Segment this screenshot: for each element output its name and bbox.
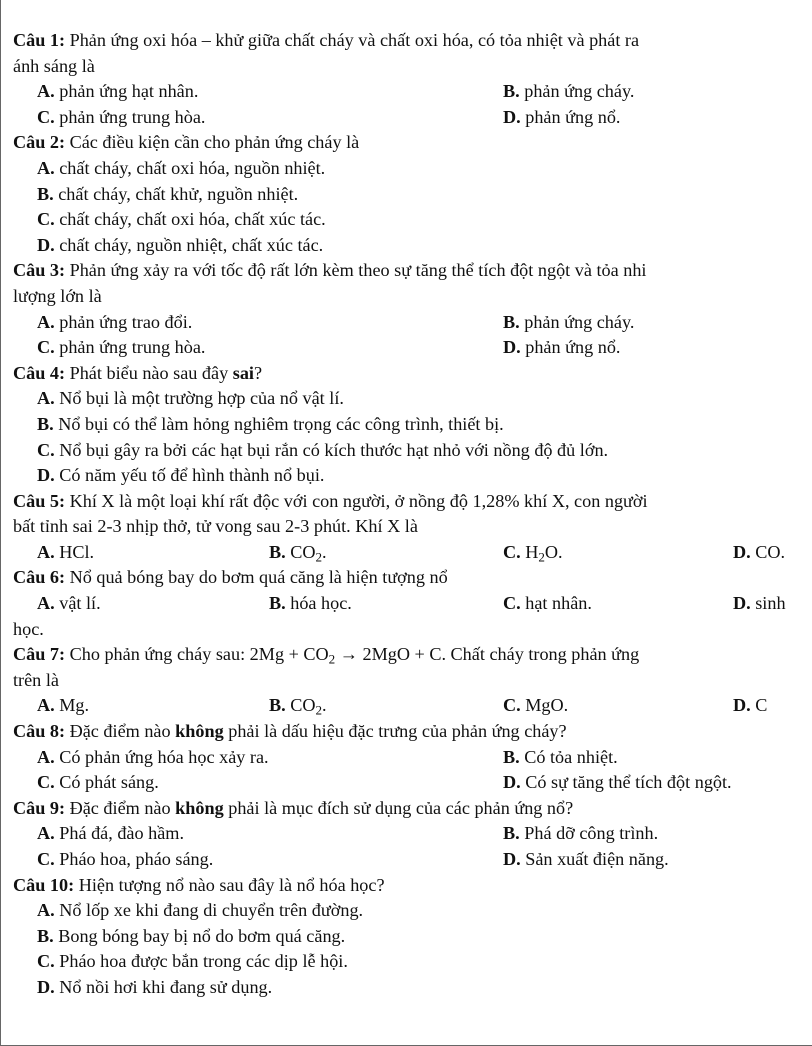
question-6-option-a: A. vật lí. — [37, 593, 101, 614]
question-3-option-c: C. phản ứng trung hòa. — [37, 337, 206, 358]
question-7-option-c: C. MgO. — [503, 695, 569, 716]
question-7-stem-cont: trên là — [13, 669, 59, 690]
question-10-option-c: C. Pháo hoa được bắn trong các dịp lễ hội. — [37, 951, 348, 972]
question-8-option-d: D. Có sự tăng thể tích đột ngột. — [503, 772, 732, 793]
question-2-option-c: C. chất cháy, chất oxi hóa, chất xúc tác. — [37, 209, 326, 230]
question-2-option-a: A. chất cháy, chất oxi hóa, nguồn nhiệt. — [37, 157, 326, 178]
question-9-stem: Câu 9: Đặc điểm nào không phải là mục đích sử dụng của các phản ứng nổ? — [13, 797, 574, 818]
question-8-stem: Câu 8: Đặc điểm nào không phải là dấu hiệu đặc trưng của phản ứng cháy? — [13, 721, 567, 742]
question-6-option-d: D. sinh — [733, 593, 786, 614]
question-9-option-b: B. Phá dỡ công trình. — [503, 823, 659, 844]
question-6-option-c: C. hạt nhân. — [503, 593, 592, 614]
question-4-option-b: B. Nổ bụi có thể làm hỏng nghiêm trọng các công trình, thiết bị. — [37, 413, 504, 434]
question-4-stem: Câu 4: Phát biểu nào sau đây sai? — [13, 362, 263, 383]
question-1-option-c: C. phản ứng trung hòa. — [37, 106, 206, 127]
question-5-option-d: D. CO. — [733, 541, 786, 562]
question-3-stem-cont: lượng lớn là — [13, 285, 102, 306]
question-2-stem: Câu 2: Các điều kiện cần cho phản ứng cháy là — [13, 132, 360, 153]
question-1-option-b: B. phản ứng cháy. — [503, 81, 635, 102]
question-1-option-d: D. phản ứng nổ. — [503, 106, 621, 127]
question-7-option-d: D. C — [733, 695, 768, 716]
question-5-stem-cont: bất tỉnh sai 2-3 nhịp thở, tử vong sau 2-3 phút. Khí X là — [13, 516, 418, 537]
question-5-option-b: B. $CO_2$. — [269, 541, 327, 565]
question-7-stem: Câu 7: Cho phản ứng cháy sau: $2Mg + CO_2 \to 2MgO + C$. Chất cháy trong phản ứng — [13, 644, 640, 667]
question-5-stem: Câu 5: Khí X là một loại khí rất độc với con người, ở nồng độ 1,28% khí X, con người — [13, 490, 648, 511]
question-6-option-d-wrap: học. — [13, 618, 44, 639]
question-3-stem: Câu 3: Phản ứng xảy ra với tốc độ rất lớn kèm theo sự tăng thể tích đột ngột và tỏa nhi — [13, 260, 647, 281]
question-9-option-c: C. Pháo hoa, pháo sáng. — [37, 849, 214, 869]
question-6-option-b: B. hóa học. — [269, 593, 352, 614]
question-10-option-a: A. Nổ lốp xe khi đang di chuyển trên đường. — [37, 900, 364, 921]
question-8-option-b: B. Có tỏa nhiệt. — [503, 746, 618, 767]
question-6-stem: Câu 6: Nổ quả bóng bay do bơm quá căng là hiện tượng nổ — [13, 567, 448, 588]
question-1-stem-cont: ánh sáng là — [13, 55, 95, 76]
question-1-option-a: A. phản ứng hạt nhân. — [37, 81, 199, 102]
question-1-stem: Câu 1: Phản ứng oxi hóa – khử giữa chất cháy và chất oxi hóa, có tỏa nhiệt và phát ra — [13, 30, 640, 50]
question-10-stem: Câu 10: Hiện tượng nổ nào sau đây là nổ hóa học? — [13, 874, 385, 895]
question-3-option-b: B. phản ứng cháy. — [503, 311, 635, 332]
question-9-option-a: A. Phá đá, đào hầm. — [37, 823, 184, 844]
question-3-option-d: D. phản ứng nổ. — [503, 337, 621, 358]
question-7-option-a: A. Mg. — [37, 695, 90, 716]
question-3-option-a: A. phản ứng trao đổi. — [37, 311, 193, 332]
question-4-option-c: C. Nổ bụi gây ra bởi các hạt bụi rắn có kích thước hạt nhỏ với nồng độ đủ lớn. — [37, 439, 609, 460]
question-2-option-b: B. chất cháy, chất khử, nguồn nhiệt. — [37, 183, 299, 204]
question-4-option-a: A. Nổ bụi là một trường hợp của nổ vật lí. — [37, 388, 344, 409]
question-4-option-d: D. Có năm yếu tố để hình thành nổ bụi. — [37, 465, 325, 486]
question-5-option-c: C. $H_2O$. — [503, 541, 563, 565]
question-2-option-d: D. chất cháy, nguồn nhiệt, chất xúc tác. — [37, 234, 324, 255]
question-10-option-d: D. Nổ nồi hơi khi đang sử dụng. — [37, 976, 273, 997]
question-5-option-a: A. HCl. — [37, 541, 95, 562]
question-9-option-d: D. Sản xuất điện năng. — [503, 849, 669, 869]
question-8-option-a: A. Có phản ứng hóa học xảy ra. — [37, 746, 269, 767]
question-10-option-b: B. Bong bóng bay bị nổ do bơm quá căng. — [37, 925, 346, 946]
question-8-option-c: C. Có phát sáng. — [37, 772, 159, 793]
question-7-option-b: B. $CO_2$. — [269, 695, 327, 718]
